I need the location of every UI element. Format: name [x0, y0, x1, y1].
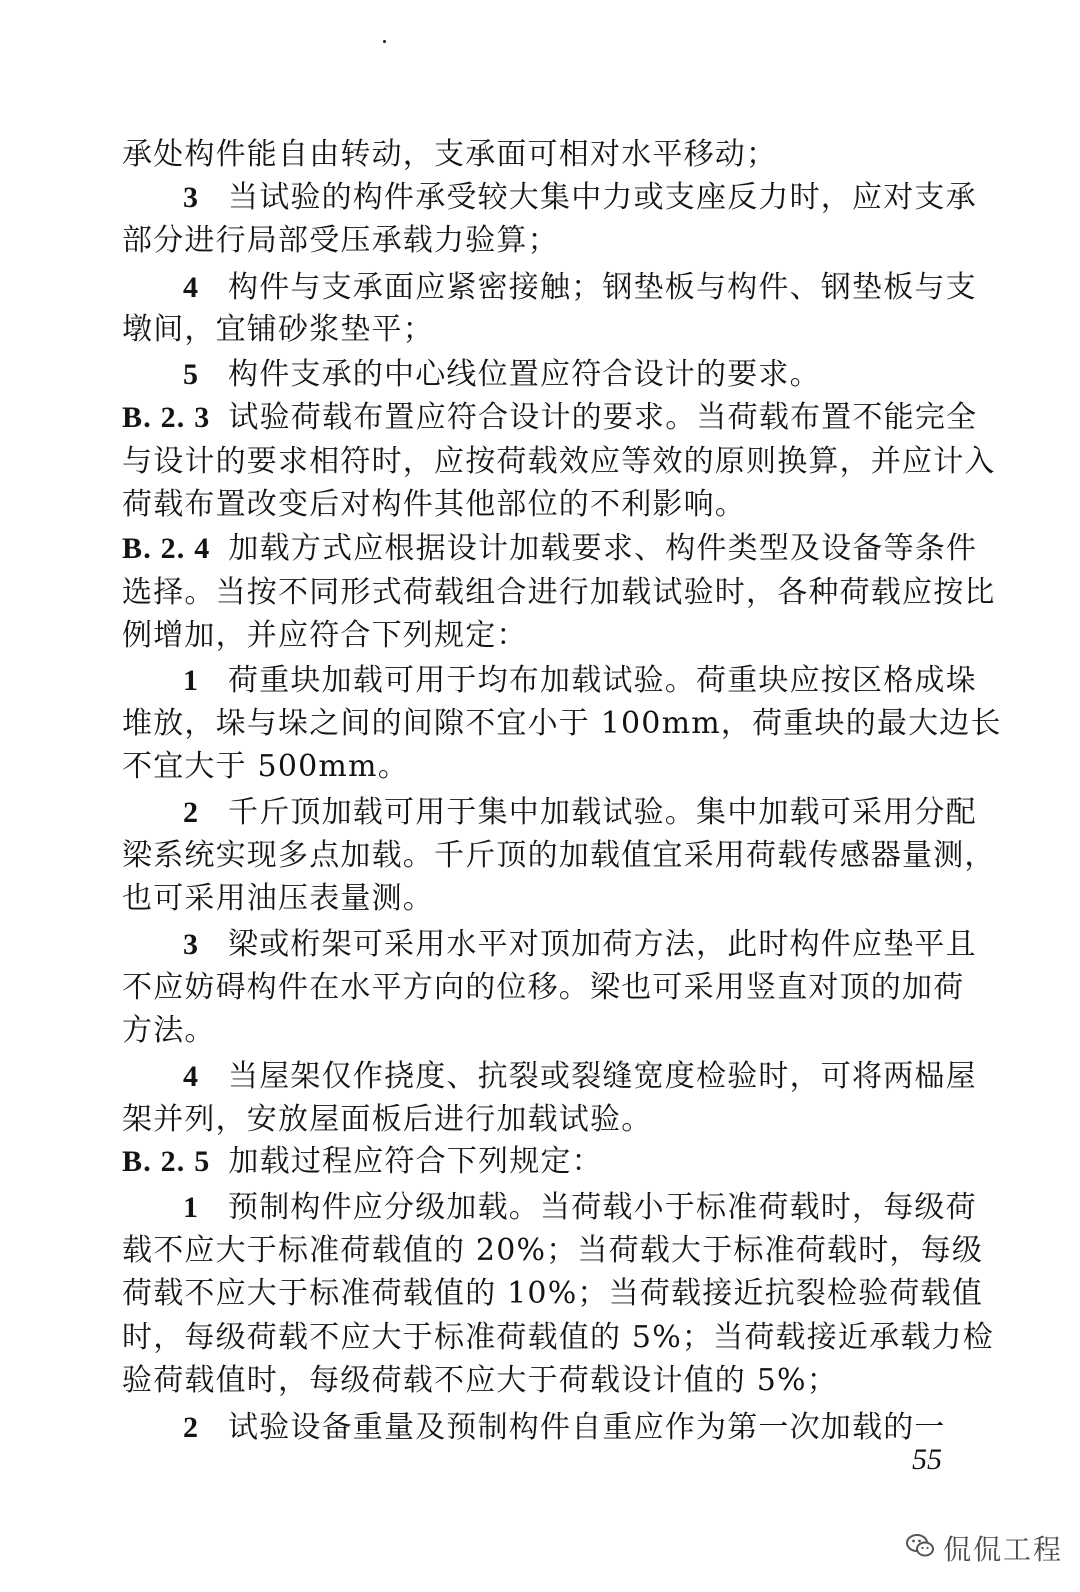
- item-number: 4: [183, 271, 200, 304]
- line: [183, 1188, 977, 1228]
- line-text: 当屋架仅作挠度、抗裂或裂缝宽度检验时，可将两榀屋: [228, 1059, 977, 1094]
- line: [122, 529, 977, 569]
- line-text: 不宜大于 500mm。: [122, 749, 409, 784]
- line-text: 例增加，并应符合下列规定：: [122, 618, 528, 653]
- watermark: [905, 1528, 1063, 1568]
- line-text: 选择。当按不同形式荷载组合进行加载试验时，各种荷载应按比: [122, 575, 996, 610]
- wechat-icon: [905, 1533, 935, 1563]
- line-text: 也可采用油压表量测。: [122, 881, 434, 916]
- line-text: 部分进行局部受压承载力验算；: [122, 223, 559, 258]
- line: [183, 178, 977, 218]
- line: [122, 704, 1002, 744]
- line: [122, 616, 528, 656]
- item-number: 3: [183, 181, 200, 214]
- line-text: 试验设备重量及预制构件自重应作为第一次加载的一: [228, 1410, 946, 1445]
- line: [122, 747, 409, 787]
- line: [183, 268, 977, 308]
- line: [122, 310, 434, 350]
- page-number: 55: [912, 1443, 942, 1476]
- line-text: 架并列，安放屋面板后进行加载试验。: [122, 1102, 653, 1137]
- line-text: 荷重块加载可用于均布加载试验。荷重块应按区格成垛: [228, 663, 977, 698]
- line-text: 验荷载值时，每级荷载不应大于荷载设计值的 5%；: [122, 1363, 838, 1398]
- line: [122, 836, 996, 876]
- line-text: 千斤顶加载可用于集中加载试验。集中加载可采用分配: [228, 795, 977, 830]
- line-text: 梁或桁架可采用水平对顶加荷方法，此时构件应垫平且: [228, 927, 977, 962]
- line-text: 与设计的要求相符时，应按荷载效应等效的原则换算，并应计入: [122, 444, 996, 479]
- line: [122, 879, 434, 919]
- item-number: 3: [183, 928, 200, 961]
- line: [122, 573, 996, 613]
- line-text: 梁系统实现多点加载。千斤顶的加载值宜采用荷载传感器量测，: [122, 838, 996, 873]
- watermark-text: 侃侃工程: [943, 1533, 1064, 1566]
- line-text: 预制构件应分级加载。当荷载小于标准荷载时，每级荷: [228, 1190, 977, 1225]
- scan-speck: [383, 40, 386, 43]
- line-text: 当试验的构件承受较大集中力或支座反力时，应对支承: [228, 180, 977, 215]
- line-text: 载不应大于标准荷载值的 20%；当荷载大于标准荷载时，每级: [122, 1233, 984, 1268]
- line-text: 荷载不应大于标准荷载值的 10%；当荷载接近抗裂检验荷载值: [122, 1276, 984, 1311]
- line: [122, 1011, 216, 1051]
- line: [122, 968, 964, 1008]
- line: [122, 1100, 652, 1140]
- line: [183, 1408, 946, 1448]
- line: [122, 485, 746, 525]
- line: [122, 1318, 994, 1358]
- line-text: 时，每级荷载不应大于标准荷载值的 5%；当荷载接近承载力检: [122, 1320, 994, 1355]
- line: [122, 135, 777, 175]
- item-number: 2: [183, 796, 200, 829]
- item-number: 1: [183, 664, 200, 697]
- line-text: 方法。: [122, 1013, 216, 1048]
- line: [122, 398, 977, 438]
- line-text: 墩间，宜铺砂浆垫平；: [122, 312, 434, 347]
- line-text: 加载方式应根据设计加载要求、构件类型及设备等条件: [228, 531, 978, 566]
- item-number: 2: [183, 1411, 200, 1444]
- line-text: 荷载布置改变后对构件其他部位的不利影响。: [122, 487, 746, 522]
- line: [122, 1361, 838, 1401]
- line: [183, 925, 977, 965]
- line: [183, 661, 977, 701]
- line-text: 构件与支承面应紧密接触；钢垫板与构件、钢垫板与支: [228, 270, 977, 305]
- line: [183, 355, 821, 395]
- line-text: 承处构件能自由转动，支承面可相对水平移动；: [122, 137, 778, 172]
- line-text: 试验荷载布置应符合设计的要求。当荷载布置不能完全: [228, 400, 978, 435]
- line: [122, 1231, 983, 1271]
- section-number: B. 2. 3: [122, 401, 211, 434]
- line: [183, 793, 977, 833]
- line-text: 堆放，垛与垛之间的间隙不宜小于 100mm，荷重块的最大边长: [122, 706, 1002, 741]
- item-number: 1: [183, 1191, 200, 1224]
- line: [122, 442, 996, 482]
- item-number: 4: [183, 1060, 200, 1093]
- section-number: B. 2. 4: [122, 532, 211, 565]
- line-text: 构件支承的中心线位置应符合设计的要求。: [228, 357, 821, 392]
- line: [122, 1142, 603, 1182]
- section-number: B. 2. 5: [122, 1145, 211, 1178]
- line-text: 不应妨碍构件在水平方向的位移。梁也可采用竖直对顶的加荷: [122, 970, 965, 1005]
- line: [183, 1057, 977, 1097]
- line-text: 加载过程应符合下列规定：: [228, 1144, 603, 1179]
- line: [122, 221, 559, 261]
- item-number: 5: [183, 358, 200, 391]
- line: [122, 1274, 983, 1314]
